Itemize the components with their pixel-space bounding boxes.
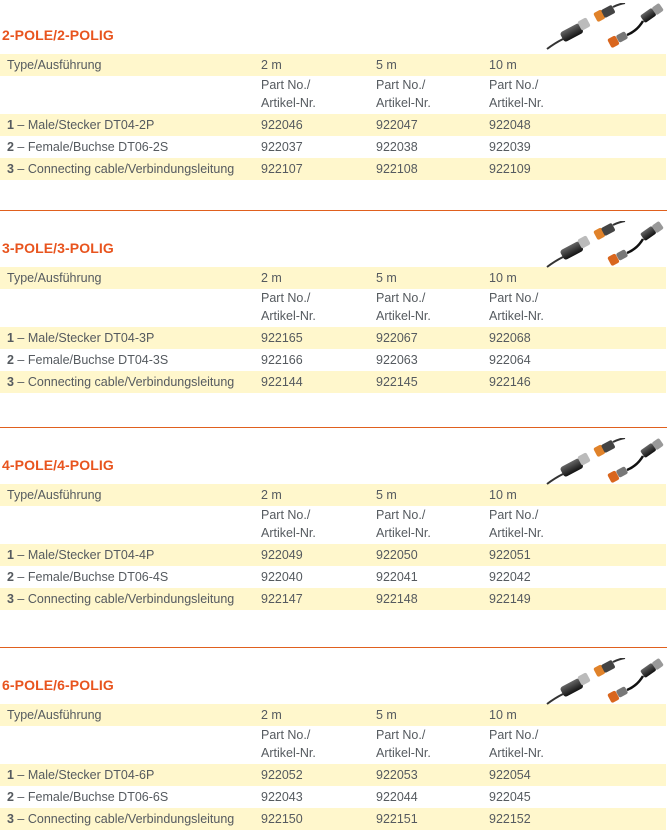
part-number-cell: 922046 bbox=[261, 118, 303, 132]
part-no-label: Part No./ Artikel-Nr. bbox=[376, 78, 431, 110]
part-number-cell: 922150 bbox=[261, 812, 303, 826]
part-number-cell: 922047 bbox=[376, 118, 418, 132]
item-number: 2 bbox=[7, 353, 14, 367]
item-type-cell bbox=[7, 764, 154, 786]
type-column-header: Type/Ausführung bbox=[7, 58, 102, 72]
part-number-cell: 922145 bbox=[376, 375, 418, 389]
part-number-cell: 922053 bbox=[376, 768, 418, 782]
part-number-cell: 922049 bbox=[261, 548, 303, 562]
section-title: 3-POLE/3-POLIG bbox=[2, 240, 114, 256]
item-label: – Connecting cable/Verbindungsleitung bbox=[13, 592, 235, 606]
part-no-label: Part No./ Artikel-Nr. bbox=[261, 728, 316, 760]
type-column-header: Type/Ausführung bbox=[7, 488, 102, 502]
part-no-label: Part No./ Artikel-Nr. bbox=[489, 508, 544, 540]
item-type-cell bbox=[7, 371, 234, 393]
part-number-cell: 922166 bbox=[261, 353, 303, 367]
table-row bbox=[0, 136, 666, 158]
table-row bbox=[0, 764, 666, 786]
part-number-cell: 922040 bbox=[261, 570, 303, 584]
table-row bbox=[0, 349, 666, 371]
table-row bbox=[0, 566, 666, 588]
item-label: – Male/Stecker DT04-6P bbox=[13, 768, 155, 782]
part-number-header-row bbox=[0, 289, 666, 328]
item-number: 2 bbox=[7, 570, 14, 584]
item-number: 3 bbox=[7, 375, 14, 389]
table-row bbox=[0, 327, 666, 349]
item-label: – Female/Buchse DT06-2S bbox=[13, 140, 169, 154]
length-2m-header: 2 m bbox=[261, 708, 282, 722]
table-row bbox=[0, 588, 666, 610]
table-row bbox=[0, 158, 666, 180]
part-number-cell: 922038 bbox=[376, 140, 418, 154]
type-column-header: Type/Ausführung bbox=[7, 708, 102, 722]
item-type-cell bbox=[7, 588, 234, 610]
connector-cable-photo bbox=[545, 221, 665, 271]
part-no-label: Part No./ Artikel-Nr. bbox=[261, 508, 316, 540]
part-number-cell: 922147 bbox=[261, 592, 303, 606]
part-no-label: Part No./ Artikel-Nr. bbox=[489, 78, 544, 110]
part-number-cell: 922037 bbox=[261, 140, 303, 154]
item-label: – Connecting cable/Verbindungsleitung bbox=[13, 162, 235, 176]
item-label: – Male/Stecker DT04-2P bbox=[13, 118, 155, 132]
item-type-cell bbox=[7, 566, 168, 588]
item-number: 1 bbox=[7, 331, 14, 345]
table-row bbox=[0, 114, 666, 136]
connector-cable-photo bbox=[545, 658, 665, 708]
item-type-cell bbox=[7, 808, 234, 830]
part-number-cell: 922149 bbox=[489, 592, 531, 606]
part-number-cell: 922152 bbox=[489, 812, 531, 826]
item-label: – Male/Stecker DT04-3P bbox=[13, 331, 155, 345]
part-number-cell: 922044 bbox=[376, 790, 418, 804]
section-title: 2-POLE/2-POLIG bbox=[2, 27, 114, 43]
type-column-header: Type/Ausführung bbox=[7, 271, 102, 285]
part-number-cell: 922151 bbox=[376, 812, 418, 826]
length-5m-header: 5 m bbox=[376, 58, 397, 72]
part-number-header-row bbox=[0, 506, 666, 545]
table-row bbox=[0, 371, 666, 393]
length-5m-header: 5 m bbox=[376, 708, 397, 722]
part-number-cell: 922052 bbox=[261, 768, 303, 782]
item-type-cell bbox=[7, 349, 168, 371]
part-number-cell: 922165 bbox=[261, 331, 303, 345]
item-number: 3 bbox=[7, 162, 14, 176]
part-no-label: Part No./ Artikel-Nr. bbox=[489, 728, 544, 760]
part-number-cell: 922109 bbox=[489, 162, 531, 176]
part-number-cell: 922148 bbox=[376, 592, 418, 606]
part-no-label: Part No./ Artikel-Nr. bbox=[261, 78, 316, 110]
table-header-row bbox=[0, 54, 666, 76]
item-label: – Connecting cable/Verbindungsleitung bbox=[13, 375, 235, 389]
part-number-cell: 922048 bbox=[489, 118, 531, 132]
part-number-cell: 922146 bbox=[489, 375, 531, 389]
length-2m-header: 2 m bbox=[261, 488, 282, 502]
section-title: 4-POLE/4-POLIG bbox=[2, 457, 114, 473]
part-number-cell: 922051 bbox=[489, 548, 531, 562]
length-10m-header: 10 m bbox=[489, 271, 517, 285]
section-divider bbox=[0, 210, 667, 211]
item-number: 1 bbox=[7, 548, 14, 562]
part-number-cell: 922107 bbox=[261, 162, 303, 176]
length-2m-header: 2 m bbox=[261, 58, 282, 72]
connector-cable-photo bbox=[545, 3, 665, 53]
part-number-cell: 922050 bbox=[376, 548, 418, 562]
part-number-cell: 922042 bbox=[489, 570, 531, 584]
part-number-cell: 922045 bbox=[489, 790, 531, 804]
section-title: 6-POLE/6-POLIG bbox=[2, 677, 114, 693]
item-label: – Connecting cable/Verbindungsleitung bbox=[13, 812, 235, 826]
length-5m-header: 5 m bbox=[376, 488, 397, 502]
part-number-cell: 922068 bbox=[489, 331, 531, 345]
table-row bbox=[0, 544, 666, 566]
item-type-cell bbox=[7, 544, 154, 566]
length-10m-header: 10 m bbox=[489, 488, 517, 502]
item-number: 3 bbox=[7, 592, 14, 606]
length-2m-header: 2 m bbox=[261, 271, 282, 285]
item-number: 2 bbox=[7, 790, 14, 804]
item-label: – Female/Buchse DT06-6S bbox=[13, 790, 169, 804]
item-number: 1 bbox=[7, 768, 14, 782]
item-type-cell bbox=[7, 158, 234, 180]
part-number-cell: 922043 bbox=[261, 790, 303, 804]
item-label: – Male/Stecker DT04-4P bbox=[13, 548, 155, 562]
length-10m-header: 10 m bbox=[489, 58, 517, 72]
part-number-header-row bbox=[0, 726, 666, 765]
item-number: 1 bbox=[7, 118, 14, 132]
part-no-label: Part No./ Artikel-Nr. bbox=[489, 291, 544, 323]
part-number-cell: 922067 bbox=[376, 331, 418, 345]
part-number-cell: 922108 bbox=[376, 162, 418, 176]
part-no-label: Part No./ Artikel-Nr. bbox=[376, 728, 431, 760]
part-number-header-row bbox=[0, 76, 666, 115]
item-type-cell bbox=[7, 114, 154, 136]
section-divider bbox=[0, 427, 667, 428]
part-no-label: Part No./ Artikel-Nr. bbox=[376, 508, 431, 540]
connector-cable-photo bbox=[545, 438, 665, 488]
part-no-label: Part No./ Artikel-Nr. bbox=[376, 291, 431, 323]
item-type-cell bbox=[7, 136, 168, 158]
item-type-cell bbox=[7, 327, 154, 349]
item-label: – Female/Buchse DT04-3S bbox=[13, 353, 169, 367]
part-number-cell: 922144 bbox=[261, 375, 303, 389]
length-5m-header: 5 m bbox=[376, 271, 397, 285]
part-number-cell: 922064 bbox=[489, 353, 531, 367]
table-row bbox=[0, 786, 666, 808]
part-no-label: Part No./ Artikel-Nr. bbox=[261, 291, 316, 323]
length-10m-header: 10 m bbox=[489, 708, 517, 722]
item-type-cell bbox=[7, 786, 168, 808]
item-label: – Female/Buchse DT06-4S bbox=[13, 570, 169, 584]
part-number-cell: 922039 bbox=[489, 140, 531, 154]
table-row bbox=[0, 808, 666, 830]
part-number-cell: 922063 bbox=[376, 353, 418, 367]
part-number-cell: 922041 bbox=[376, 570, 418, 584]
section-divider bbox=[0, 647, 667, 648]
item-number: 3 bbox=[7, 812, 14, 826]
item-number: 2 bbox=[7, 140, 14, 154]
part-number-cell: 922054 bbox=[489, 768, 531, 782]
